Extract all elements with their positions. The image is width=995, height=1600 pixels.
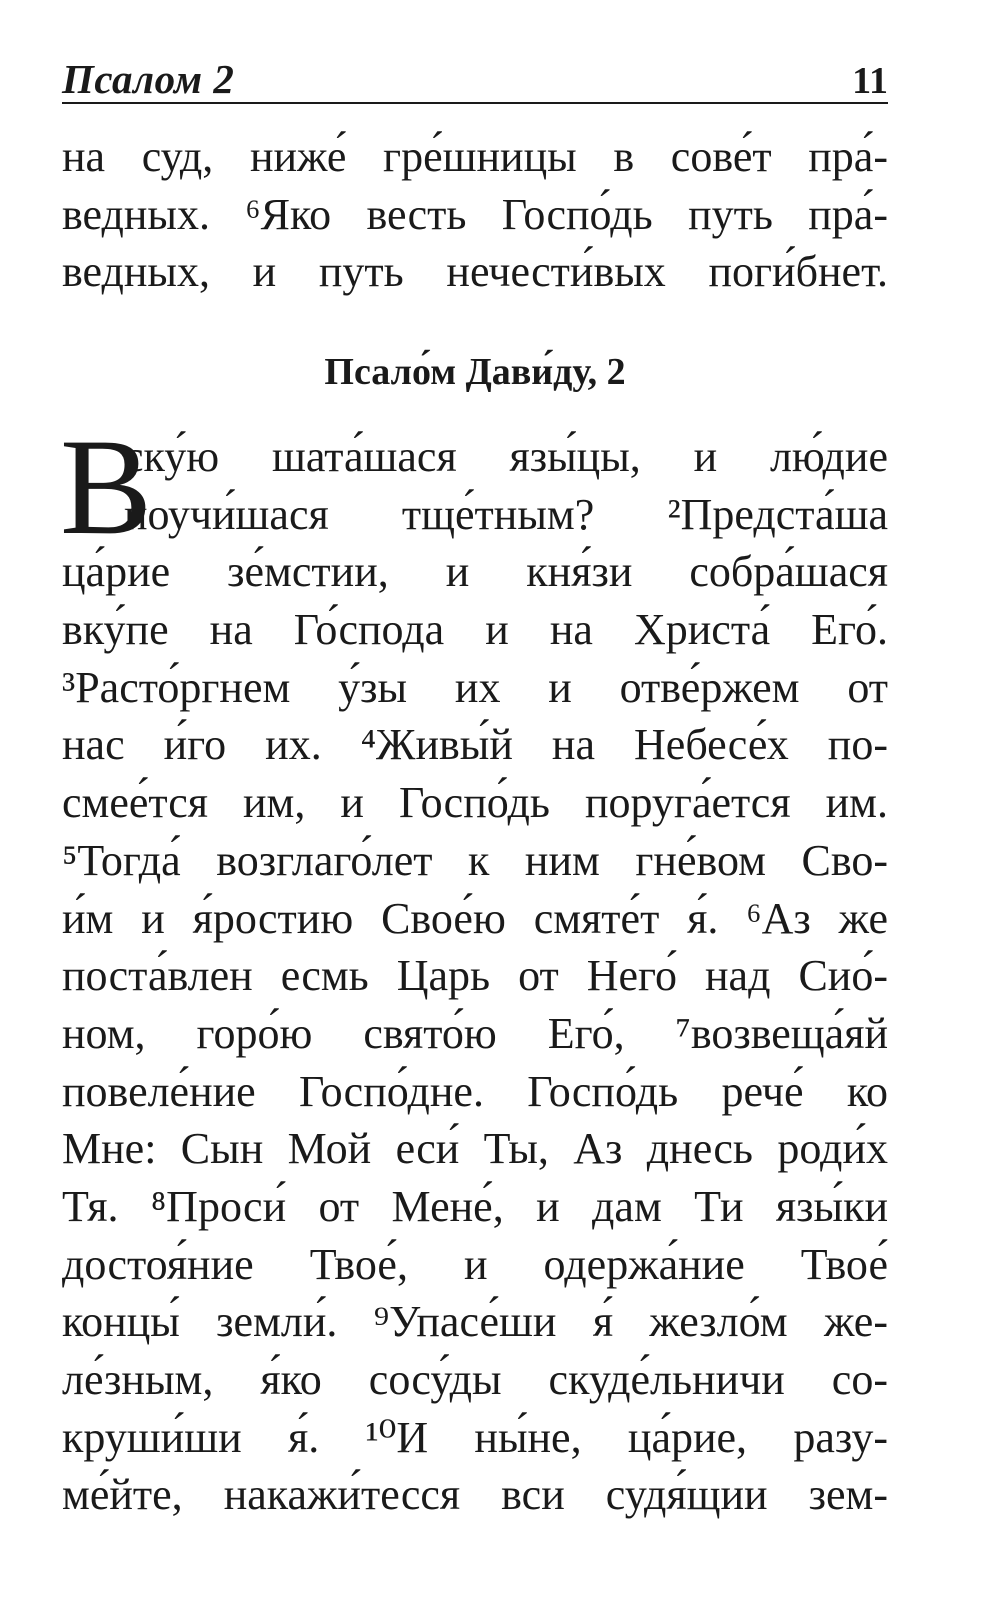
psalm-text — [62, 428, 888, 1524]
running-header — [62, 52, 888, 104]
text-line: ца́рие зе́мстии, и кня́зи собра́шася — [62, 547, 888, 597]
text-line: смее́тся им, и Госпо́дь поруга́ется им. — [62, 778, 888, 828]
text-line: нас и́го их. ⁴Живы́й на Небесе́х по- — [62, 720, 888, 770]
text-line: на суд, ниже́ гре́шницы в сове́т пра́- — [62, 132, 888, 181]
running-title: Псалом 2 — [62, 56, 235, 102]
page-number: 11 — [852, 60, 888, 102]
section-heading: Псало́м Дави́ду, 2 — [324, 351, 626, 393]
book-page — [62, 0, 888, 1600]
previous-psalm-ending — [62, 128, 888, 301]
text-line: Мне: Сын Мой еси́ Ты, Аз днесь роди́х — [62, 1124, 888, 1174]
text-line: Тя. ⁸Проси́ от Мене́, и дам Ти язы́ки — [62, 1181, 888, 1231]
text-line: и́м и я́ростию Свое́ю смяте́т я́. ⁶Аз же — [62, 893, 888, 943]
text-line: поста́влен есмь Царь от Него́ над Сио́- — [62, 951, 888, 1001]
text-line: ведных, и путь нечести́вых поги́бнет. — [62, 247, 888, 297]
text-line: ле́зным, я́ко сосу́ды скуде́льничи со- — [62, 1355, 888, 1404]
text-line: поучи́шася тще́тным? ²Предста́ша — [124, 489, 888, 539]
text-line: ³Расто́ргнем у́зы их и отве́ржем от — [62, 662, 888, 712]
text-line: вку́пе на Го́спода и на Христа́ Его́. — [62, 605, 888, 655]
text-line: концы́ земли́. ⁹Упасе́ши я́ жезло́м же- — [62, 1297, 888, 1347]
text-line: достоя́ние Твое́, и одержа́ние Твое́ — [62, 1239, 888, 1289]
drop-cap: В — [60, 410, 153, 563]
text-line: ме́йте, накажи́тесся вси судя́щии зем- — [62, 1470, 888, 1520]
text-line: ску́ю шата́шася язы́цы, и лю́дие — [124, 432, 888, 481]
text-line: повеле́ние Госпо́дне. Госпо́дь рече́ ко — [62, 1066, 888, 1116]
text-line: ведных. ⁶Яко весть Госпо́дь путь пра́- — [62, 189, 888, 239]
text-line: круши́ши я́. ¹⁰И ны́не, ца́рие, разу- — [62, 1412, 888, 1462]
text-line: ном, горо́ю свято́ю Его́, ⁷возвеща́яй — [62, 1008, 888, 1058]
text-line: ⁵Тогда́ возглаго́лет к ним гне́вом Сво- — [62, 835, 888, 885]
